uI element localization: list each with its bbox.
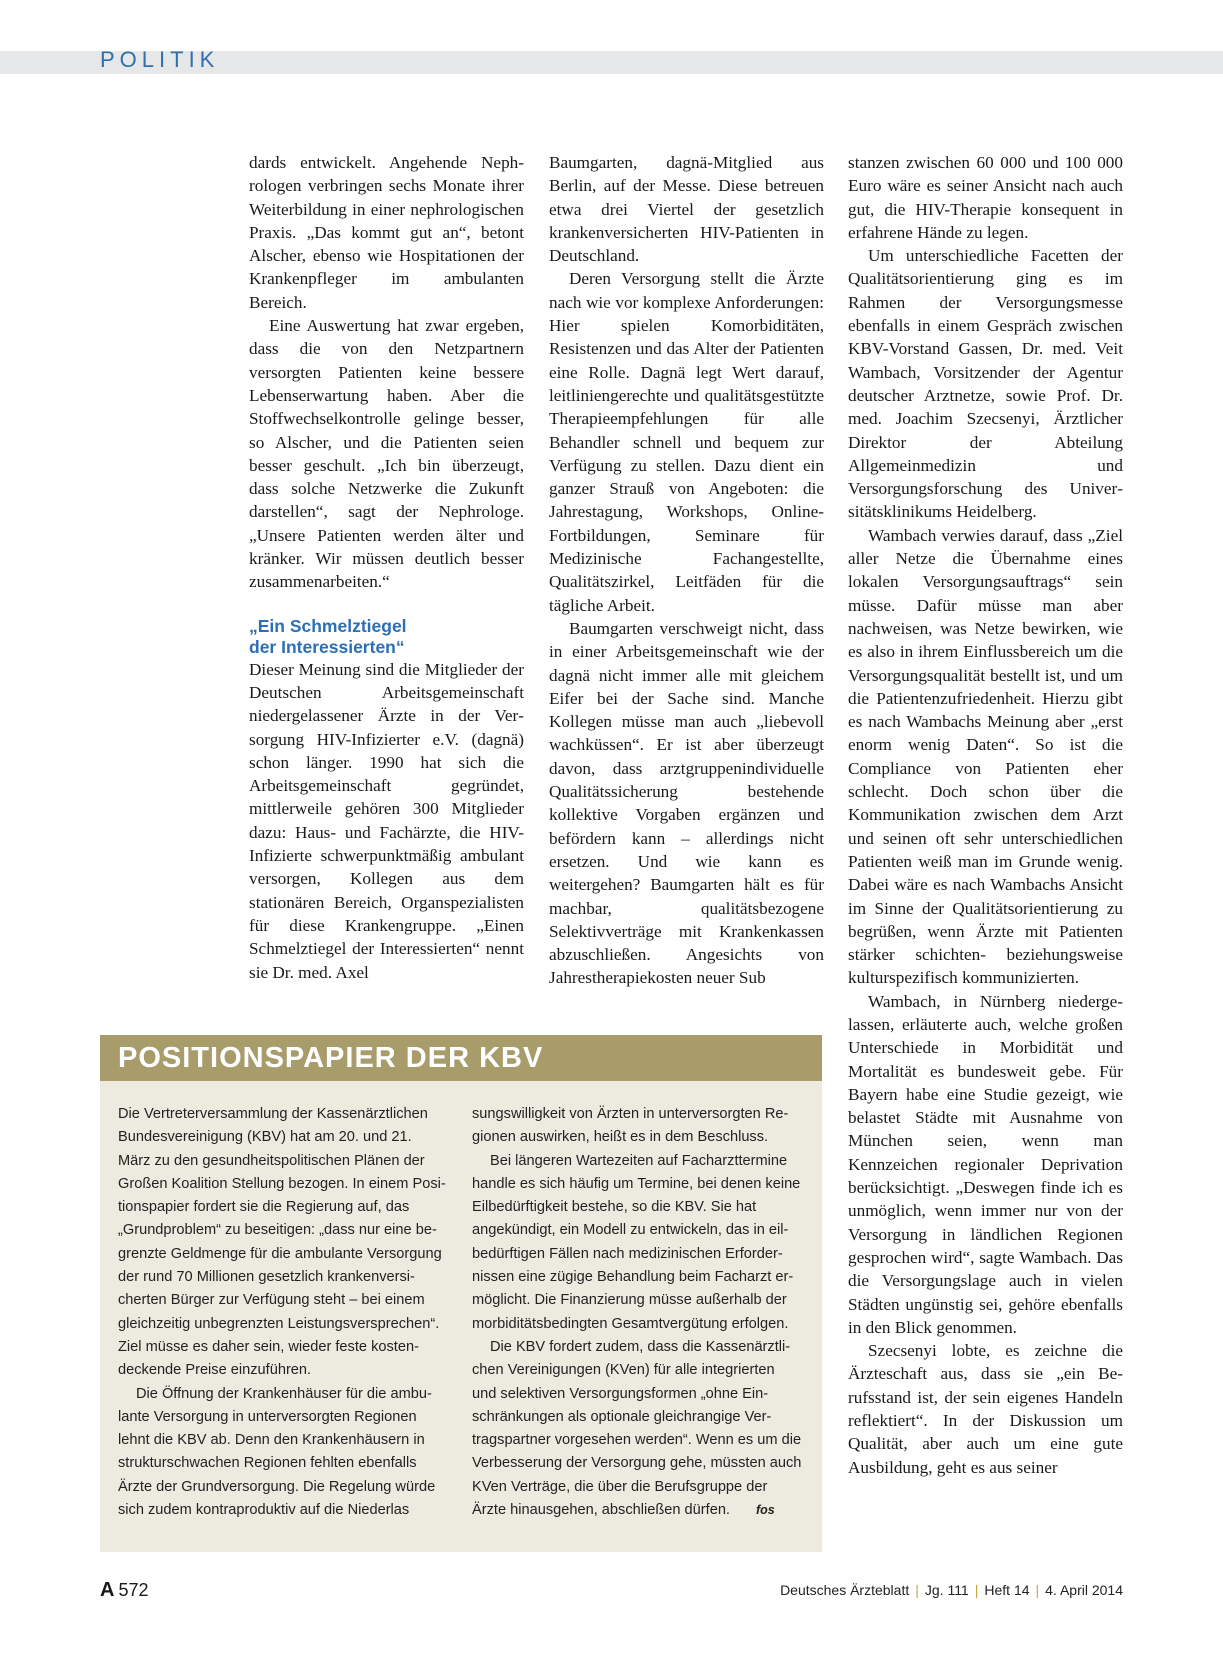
kbv-box-header	[100, 1035, 822, 1081]
page-prefix: A	[100, 1579, 115, 1601]
article-column-1	[249, 151, 524, 984]
kbv-info-box	[100, 1035, 822, 1552]
paragraph: sungswilligkeit von Ärzten in unterversorgten Regionen auswirken, heißt es in dem Beschluss.	[472, 1106, 789, 1146]
paragraph: Szecsenyi lobte, es zeichne die Ärzteschaft aus, dass sie „ein Berufsstand ist, der sein eigenes Handeln reflektiert“. In der Diskussion um Qualität, aber auch um eine gute Ausbildung, geht es aus seiner	[848, 1341, 1123, 1477]
journal-volume: Jg. 111	[924, 1582, 969, 1598]
article-column-3	[848, 151, 1123, 1479]
separator: |	[974, 1582, 979, 1598]
paragraph: Die Öffnung der Krankenhäuser für die ambulante Versorgung in unterversorgten Regionen lehnt die KBV ab. Denn den Krankenhäusern in strukturschwachen Regionen fehlten ebenfalls Ärzte der Grundversorgung. Die Regelung würde sich zudem kontraproduktiv auf die Niederlas	[118, 1385, 436, 1519]
paragraph: Bei längeren Wartezeiten auf Facharzttermine handle es sich häufig um Termine, bei denen keine Eilbedürftigkeit bestehe, so die KBV. Sie hat angekündigt, ein Modell zu entwickeln, das in eilbedürftigen Fällen nach medizinischen Erfordernissen eine zügige Behandlung beim Facharzt ermöglicht. Die Finanzierung müsse außerhalb der morbiditätsbedingten Gesamtvergütung erfolgen.	[472, 1152, 801, 1332]
journal-footer	[780, 1582, 1123, 1598]
paragraph: Deren Versorgung stellt die Ärzte nach wie vor komplexe Anforderungen: Hier spielen Komorbiditäten, Resistenzen und das Alter der Patienten eine Rolle. Dagnä legt Wert darauf, leitliniengerechte und qualitätsgestützte Therapieempfehlungen für alle Behandler schnell und bequem zur Verfügung zu stellen. Dazu dient ein ganzer Strauß von Angeboten: die Jahrestagung, Workshops, Online-Fortbildungen, Seminare für Medizinische Fachangestellte, Qualitätszirkel, Leitfäden für die tägliche Arbeit.	[549, 269, 824, 615]
separator: |	[1035, 1582, 1040, 1598]
kbv-box-title: POSITIONSPAPIER DER KBV	[118, 1042, 544, 1074]
paragraph: Wambach, in Nürnberg niedergelassen, erläuterte auch, welche großen Unterschiede in Morbidität und Mortalität es bundesweit gebe. Für Bayern habe eine Studie gezeigt, wie belastet Städte mit Ausnahme von München seien, wenn man Kennzeichen regionaler Deprivation berücksichtigt. „Deswegen finde ich es unmöglich, wenn immer nur von der Versorgung in ländlichen Regionen gesprochen wird“, sagte Wambach. Das die Versorgungslage auch in vielen Städten ungünstig sei, gehöre ebenfalls in den Blick genommen.	[848, 991, 1123, 1337]
paragraph: dards entwickelt. Angehende Nephrologen verbringen sechs Monate ihrer Weiterbildung in einer nephrologischen Praxis. „Das kommt gut an“, betont Alscher, ebenso wie Hospitationen der Krankenpfleger im ambulanten Bereich.	[249, 153, 524, 312]
paragraph: Eine Auswertung hat zwar ergeben, dass die von den Netzpartnern versorgten Patienten keine bessere Lebenserwartung haben. Aber die Stoffwechselkontrolle gelinge besser, so Alscher, und die Patienten seien besser geschult. „Ich bin überzeugt, dass solche Netzwerke die Zukunft darstellen“, sagt der Nephrologe. „Unsere Patienten werden älter und kränker. Wir müssen deutlich besser zusammenarbeiten.“	[249, 316, 524, 592]
page-number-value: 572	[118, 1580, 149, 1600]
journal-issue: Heft 14	[984, 1582, 1030, 1598]
subheading-line: der Interessierten“	[249, 636, 405, 657]
paragraph: Baumgarten verschweigt nicht, dass in einer Arbeitsgemeinschaft wie der dagnä nicht immer alle mit gleichem Eifer bei der Sache sind. Manche Kollegen müsse man auch „liebevoll wachküssen“. Er ist aber überzeugt davon, dass arztgruppenindividuelle Qualitätssicherung bestehende kollektive Vorgaben ergänzen und befördern kann – allerdings nicht ersetzen. Und wie kann es weitergehen? Baumgarten hält es für machbar, qualitätsbezogene Selektivverträge mit Krankenkassen abzuschließen. Angesichts von Jahrestherapiekosten neuer Sub	[549, 618, 824, 988]
author-signature: fos	[756, 1503, 775, 1518]
paragraph-text: Die KBV fordert zudem, dass die Kassenärztlichen Vereinigungen (KVen) für alle integrierten und selektiven Versorgungsformen „ohne Einschränkungen als optionale gleichrangige Vertragspartner vorgesehen werden“. Wenn es um die Verbesserung der Versorgung gehe, müssten auch KVen Verträge, die über die Berufsgruppe der Ärzte hinausgehen, abschließen dürfen.	[472, 1338, 802, 1519]
kbv-box-column-2	[472, 1103, 802, 1522]
subheading-line: „Ein Schmelztiegel	[249, 615, 407, 636]
article-column-2	[549, 151, 824, 990]
paragraph: Um unterschiedliche Facetten der Qualitätsorientierung ging es im Rahmen der Versorgungsmesse ebenfalls in einem Gespräch zwischen KBV-Vorstand Gassen, Dr. med. Veit Wambach, Vorsitzender der Agentur deutscher Arztnetze, sowie Prof. Dr. med. Joachim Szecsenyi, Ärztlicher Direktor der Abteilung Allgemeinmedizin und Versorgungsforschung des Universitätsklinikums Heidelberg.	[848, 246, 1123, 522]
kbv-box-column-1	[118, 1103, 448, 1522]
paragraph: Baumgarten, dagnä-Mitglied aus Berlin, auf der Messe. Diese betreuen etwa drei Viertel der gesetzlich krankenversicherten HIV-Patienten in Deutschland.	[549, 153, 824, 266]
paragraph: Dieser Meinung sind die Mitglieder der Deutschen Arbeitsgemeinschaft niedergelassener Ärzte in der Versorgung HIV-Infizierter e.V. (dagnä) schon länger. 1990 hat sich die Arbeitsgemeinschaft gegründet, mittlerweile gehören 300 Mitglieder dazu: Haus- und Fachärzte, die HIV-Infizierte schwerpunktmäßig ambulant versorgen, Kollegen aus dem stationären Bereich, Organspezialisten für diese Krankengruppe. „Einen Schmelztiegel der Interessierten“ nennt sie Dr. med. Axel	[249, 659, 524, 982]
journal-date: 4. April 2014	[1045, 1582, 1123, 1598]
paragraph: Die Vertreterversammlung der Kassenärztlichen Bundesvereinigung (KBV) hat am 20. und 21. März zu den gesundheitspolitischen Plänen der Großen Koalition Stellung bezogen. In einem Positionspapier fordert sie die Regierung auf, das „Grundproblem“ zu beseitigen: „dass nur eine begrenzte Geldmenge für die ambulante Versorgung der rund 70 Millionen gesetzlich krankenversicherten Bürger zur Verfügung steht – bei einem gleichzeitig unbegrenzten Leistungsversprechen“. Ziel müsse es daher sein, wieder feste kostendeckende Preise einzuführen.	[118, 1106, 446, 1379]
section-label: POLITIK	[100, 47, 220, 72]
subheading	[249, 616, 524, 658]
journal-name: Deutsches Ärzteblatt	[780, 1582, 910, 1598]
separator: |	[915, 1582, 919, 1598]
paragraph	[472, 1336, 802, 1522]
paragraph: Wambach verwies darauf, dass „Ziel aller Netze die Übernahme eines lokalen Versorgungsauftrags“ sein müsse. Dafür müsse man aber nachweisen, was Netze bewirken, wie es also in ihrem Einflussbereich um die Versorgungsqualität bestellt ist, und um die Patientenzufriedenheit. Hierzu gibt es nach Wambachs Meinung aber „erst enorm wenig Daten“. So ist die Compliance von Patienten eher schlecht. Doch schon über die Kommunikation zwischen dem Arzt und seinen oft sehr unterschiedlichen Patienten weiß man im Grunde wenig. Dabei wäre es nach Wambachs Ansicht im Sinne der Qualitätsorientierung zu begrüßen, wenn Ärzte mit Patienten stärker schichten- beziehungsweise kulturspezifisch kommunizierten.	[848, 525, 1123, 988]
page-number	[100, 1579, 149, 1602]
paragraph: stanzen zwischen 60 000 und 100 000 Euro wäre es seiner Ansicht nach auch gut, die HIV-Therapie konsequent in erfahrene Hände zu legen.	[848, 153, 1123, 242]
